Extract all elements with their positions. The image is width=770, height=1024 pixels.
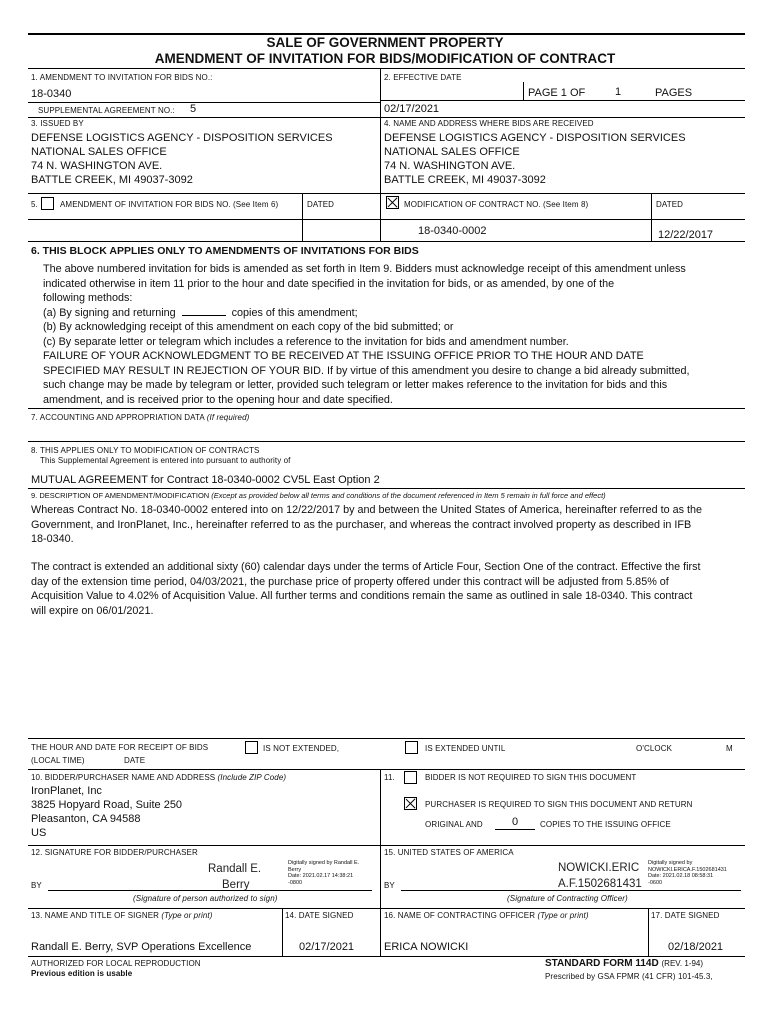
page-count: 1	[615, 86, 622, 98]
footer-prescribed: Prescribed by GSA FPMR (41 CFR) 101-45.3,	[545, 972, 713, 981]
item8-sub: This Supplemental Agreement is entered into pursuant to authority of	[40, 456, 291, 465]
amendment-ifb-checkbox[interactable]	[41, 197, 54, 210]
supplemental-agreement-number: 5	[190, 103, 197, 115]
officer-date-signed: 02/18/2021	[668, 941, 724, 953]
bidder-signature-caption: (Signature of person authorized to sign)	[133, 894, 278, 903]
item9-label: 9. DESCRIPTION OF AMENDMENT/MODIFICATION (Except as provided below all terms and conditions of the document referenced in Item 5 remain in full force and effect)	[31, 491, 606, 500]
item9-paragraph-1: Whereas Contract No. 18-0340-0002 entered into on 12/22/2017 by and between the United States of America, hereinafter referred to as the Government, and IronPlanet, Inc., hereinafter referred to as the purchaser, and whereas the contract involved property as described in IFB 18-0340.	[31, 504, 703, 545]
officer-signature: NOWICKI.ERIC A.F.1502681431	[558, 862, 642, 890]
item16-label: 16. NAME OF CONTRACTING OFFICER (Type or print)	[384, 911, 589, 920]
page-label: PAGE 1 OF	[528, 87, 586, 99]
item10-label: 10. BIDDER/PURCHASER NAME AND ADDRESS (Include ZIP Code)	[31, 773, 287, 782]
supplemental-agreement-label: SUPPLEMENTAL AGREEMENT NO.:	[38, 106, 175, 115]
bids-received-address: DEFENSE LOGISTICS AGENCY - DISPOSITION SERVICES NATIONAL SALES OFFICE 74 N. WASHINGTON AVE. BATTLE CREEK, MI 49037-3092	[384, 132, 686, 186]
copies-label: COPIES TO THE ISSUING OFFICE	[540, 820, 671, 829]
not-required-label: BIDDER IS NOT REQUIRED TO SIGN THIS DOCUMENT	[425, 773, 637, 782]
bidder-signature: Randall E. Berry	[208, 863, 262, 891]
pages-label: PAGES	[655, 87, 693, 99]
signer-name-title: Randall E. Berry, SVP Operations Excellence	[31, 941, 252, 953]
item5-dated-label: DATED	[307, 200, 335, 209]
item1-label: 1. AMENDMENT TO INVITATION FOR BIDS NO.:	[31, 73, 213, 82]
item8-label: 8. THIS APPLIES ONLY TO MODIFICATION OF CONTRACTS	[31, 446, 260, 455]
item7-label: 7. ACCOUNTING AND APPROPRIATION DATA (If required)	[31, 413, 250, 422]
ifb-number: 18-0340	[31, 88, 72, 100]
officer-signature-caption: (Signature of Contracting Officer)	[507, 894, 628, 903]
purchaser-address: IronPlanet, Inc 3825 Hopyard Road, Suite 250 Pleasanton, CA 94588 US	[31, 785, 183, 839]
item5-mod-label: MODIFICATION OF CONTRACT NO. (See Item 8)	[404, 200, 589, 209]
footer-previous-edition: Previous edition is usable	[31, 969, 133, 978]
item5-amendment-label: AMENDMENT OF INVITATION FOR BIDS NO. (See Item 6)	[60, 200, 279, 209]
modification-date: 12/22/2017	[658, 229, 714, 241]
bidder-date-signed: 02/17/2021	[299, 941, 355, 953]
officer-by-label: BY	[384, 881, 395, 890]
modification-contract-checkbox[interactable]	[386, 196, 399, 209]
receipt-label: THE HOUR AND DATE FOR RECEIPT OF BIDS	[31, 743, 209, 752]
not-required-checkbox[interactable]	[404, 771, 417, 784]
form-title-1: SALE OF GOVERNMENT PROPERTY	[266, 35, 504, 50]
effective-date: 02/17/2021	[384, 103, 440, 115]
item11-number: 11.	[384, 773, 395, 782]
footer-reproduction: AUTHORIZED FOR LOCAL REPRODUCTION	[31, 959, 201, 968]
required-checkbox[interactable]	[404, 797, 417, 810]
extended-checkbox[interactable]	[405, 741, 418, 754]
not-extended-checkbox[interactable]	[245, 741, 258, 754]
item6-heading: 6. THIS BLOCK APPLIES ONLY TO AMENDMENTS OF INVITATIONS FOR BIDS	[31, 245, 419, 257]
m-label: M	[726, 744, 733, 753]
item13-label: 13. NAME AND TITLE OF SIGNER (Type or print)	[31, 911, 213, 920]
footer-form-id: STANDARD FORM 114D (REV. 1-94)	[545, 958, 703, 969]
item9-paragraph-2: The contract is extended an additional sixty (60) calendar days under the terms of Article Four, Section One of the contract. Effective the first day of the extension time period, 04/03/2021, the purchase price of property offered under this contract will be adjusted from 5.85% of Acquisition Value to 4.02% of Acquisition Value. All further terms and conditions remain the same as outlined in sale 18-0340. This contract will expire on 06/01/2021.	[31, 561, 701, 617]
receipt-date-label: DATE	[124, 756, 146, 765]
authority-value: MUTUAL AGREEMENT for Contract 18-0340-0002 CV5L East Option 2	[31, 474, 380, 486]
copies-count: 0	[512, 816, 519, 828]
form-title-2: AMENDMENT OF INVITATION FOR BIDS/MODIFICATION OF CONTRACT	[154, 51, 616, 66]
not-extended-label: IS NOT EXTENDED,	[263, 744, 340, 753]
officer-digital-signature: Digitally signed by NOWICKI.ERICA.F.1502681431 Date: 2021.02.18 08:58:31 -0600	[648, 860, 727, 886]
item14-label: 14. DATE SIGNED	[285, 911, 354, 920]
contracting-officer-name: ERICA NOWICKI	[384, 941, 469, 953]
bidder-digital-signature: Digitally signed by Randall E. Berry Date: 2021.02.17 14:38:21 -0800	[288, 860, 360, 886]
oclock-label: O'CLOCK	[636, 744, 673, 753]
item5-mod-dated-label: DATED	[656, 200, 684, 209]
item17-label: 17. DATE SIGNED	[651, 911, 720, 920]
item6-body: The above numbered invitation for bids is amended as set forth in Item 9. Bidders must acknowledge receipt of this amendment unless indicated otherwise in item 11 prior to the hour and date specified in the invitation for bids, or as amended, by one of the following methods: (a) By signing and returning copies of this amendment; (b) By acknowledging receipt of this amendment on each copy of the bid submitted; or (c) By separate letter or telegram which includes a reference to the invitation for bids and amendment number. FAILURE OF YOUR ACKNOWLEDGMENT TO BE RECEIVED AT THE ISSUING OFFICE PRIOR TO THE HOUR AND DATE SPECIFIED MAY RESULT IN REJECTION OF YOUR BID. If by virtue of this amendment you desire to change a bid already submitted, such change may be made by telegram or letter, provided such telegram or letter makes reference to the invitation for bids and this amendment, and is received prior to the opening hour and date specified.	[43, 263, 690, 406]
item12-label: 12. SIGNATURE FOR BIDDER/PURCHASER	[31, 848, 198, 857]
bidder-by-label: BY	[31, 881, 42, 890]
original-and-label: ORIGINAL AND	[425, 820, 483, 829]
item2-label: 2. EFFECTIVE DATE	[384, 73, 462, 82]
item5-number: 5.	[31, 200, 38, 209]
item4-label: 4. NAME AND ADDRESS WHERE BIDS ARE RECEIVED	[384, 119, 594, 128]
extended-label: IS EXTENDED UNTIL	[425, 744, 506, 753]
required-label: PURCHASER IS REQUIRED TO SIGN THIS DOCUMENT AND RETURN	[425, 800, 693, 809]
receipt-local-time: (LOCAL TIME)	[31, 756, 85, 765]
item15-label: 15. UNITED STATES OF AMERICA	[384, 848, 514, 857]
modification-contract-number: 18-0340-0002	[418, 225, 487, 237]
item3-label: 3. ISSUED BY	[31, 119, 84, 128]
issued-by-address: DEFENSE LOGISTICS AGENCY - DISPOSITION SERVICES NATIONAL SALES OFFICE 74 N. WASHINGTON AVE. BATTLE CREEK, MI 49037-3092	[31, 132, 333, 186]
